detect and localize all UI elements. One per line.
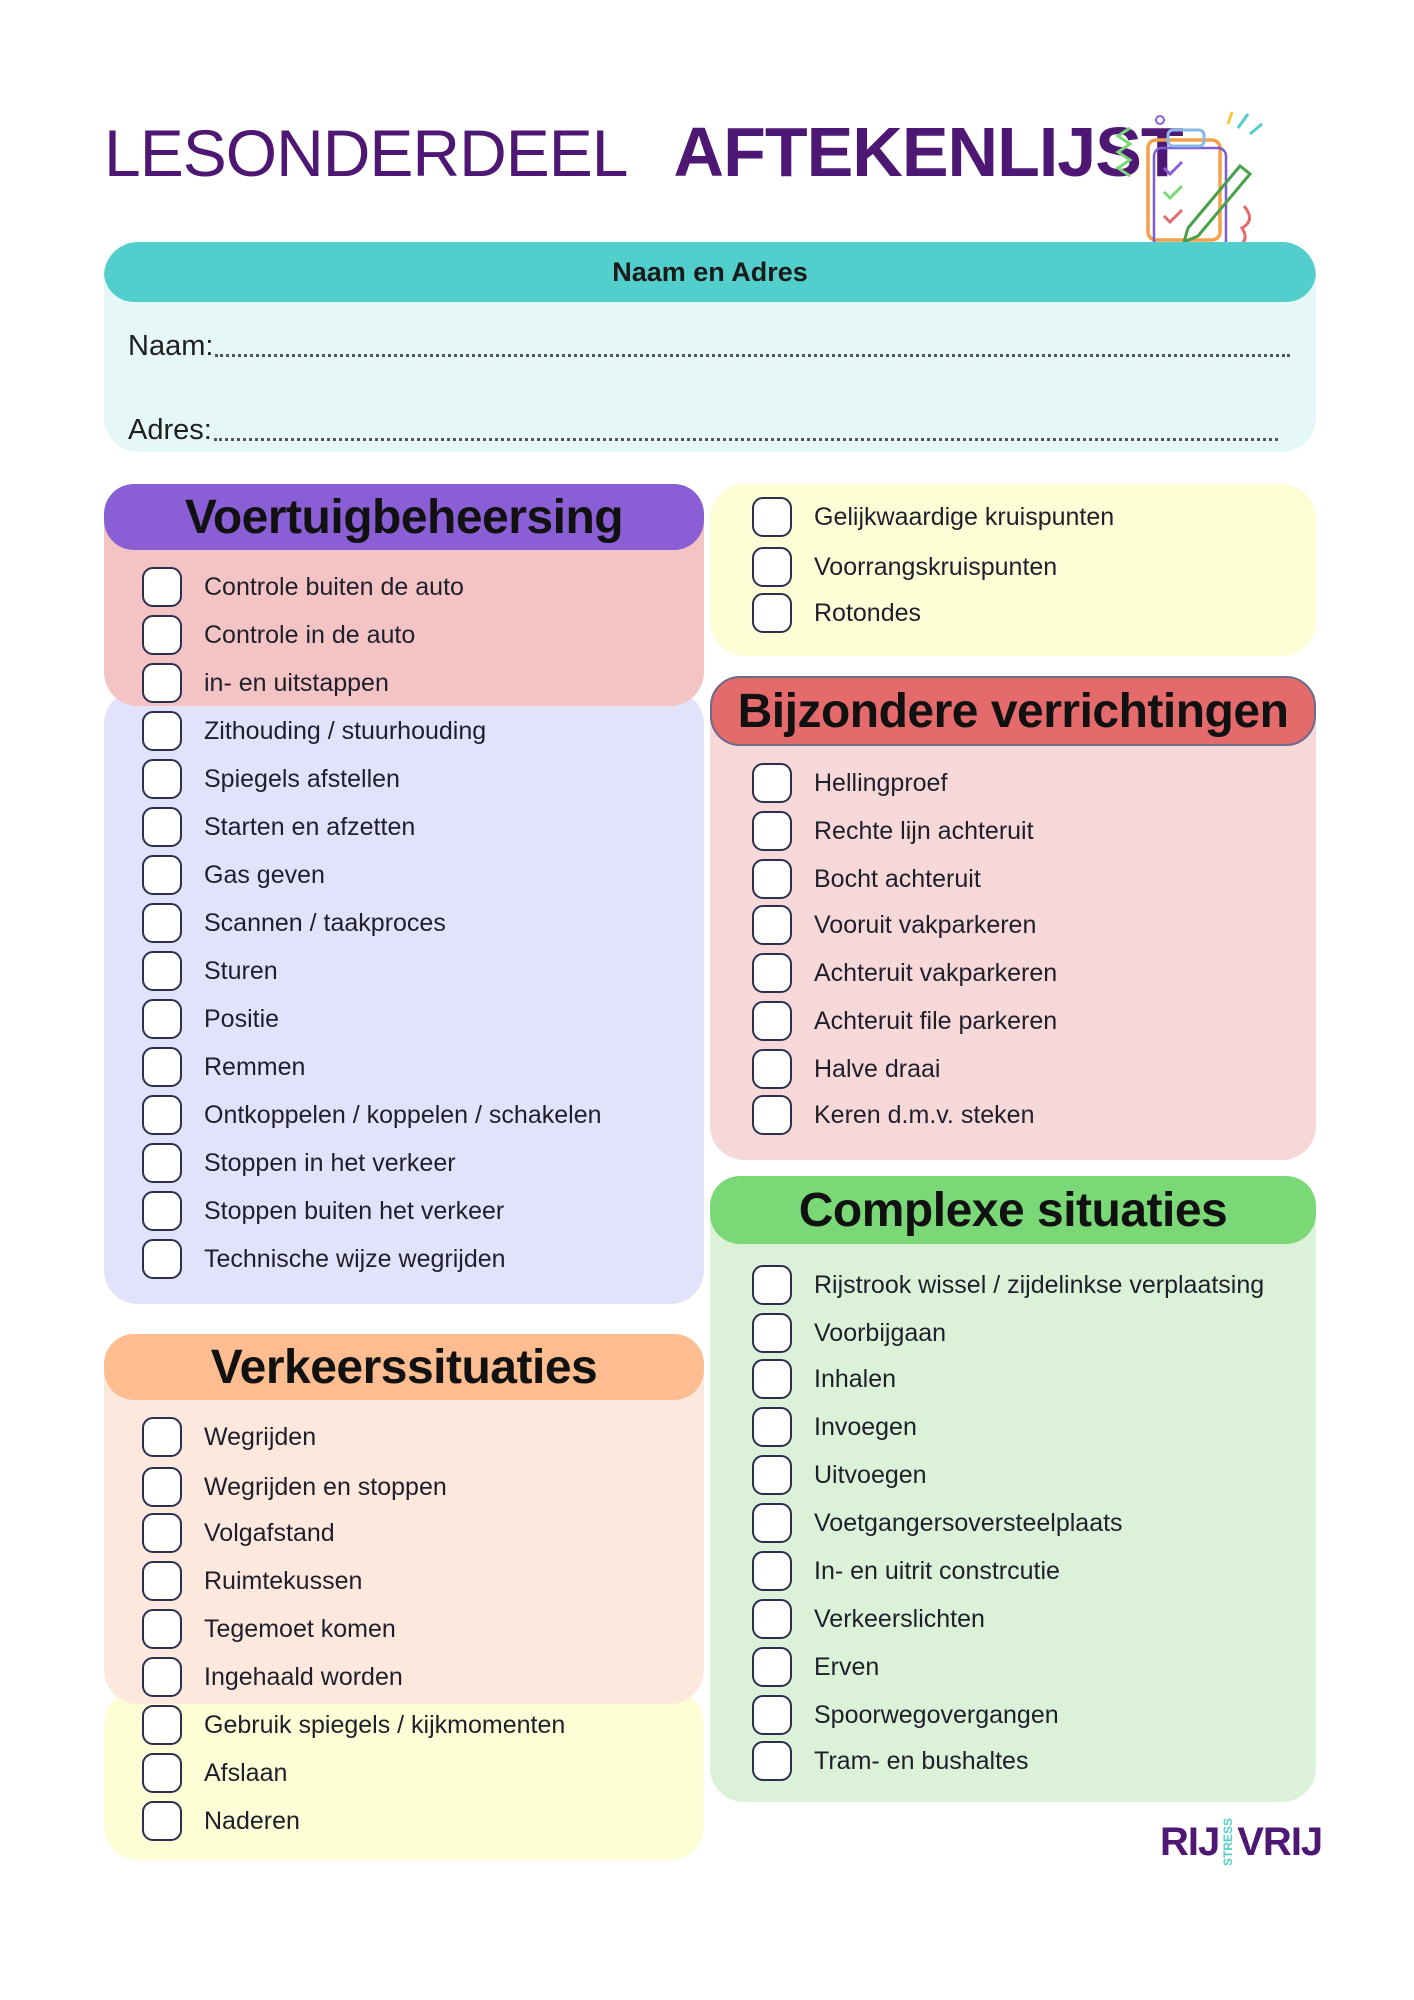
checklist-item [142, 1140, 456, 1186]
checklist-label: Voetgangersoversteelplaats [814, 1508, 1123, 1537]
voertuig-header: Voertuigbeheersing [104, 484, 704, 550]
title-light: LESONDERDEEL [104, 116, 628, 190]
checkbox[interactable] [142, 711, 182, 751]
checkbox[interactable] [142, 1143, 182, 1183]
checkbox[interactable] [752, 763, 792, 803]
checklist-item [142, 756, 400, 802]
checklist-label: Rotondes [814, 598, 922, 627]
checklist-label: Inhalen [814, 1364, 897, 1393]
name-address-header: Naam en Adres [104, 242, 1316, 302]
checklist-item [752, 1548, 1060, 1594]
checklist-label: Scannen / taakproces [204, 908, 446, 937]
checklist-item [752, 1404, 917, 1450]
checklist-label: Vooruit vakparkeren [814, 910, 1037, 939]
checklist-label: Sturen [204, 956, 278, 985]
checkbox[interactable] [142, 1705, 182, 1745]
checklist-label: Achteruit vakparkeren [814, 958, 1058, 987]
checklist-label: Gelijkwaardige kruispunten [814, 502, 1115, 531]
checklist-label: Starten en afzetten [204, 812, 416, 841]
checklist-item [752, 902, 1036, 948]
checklist-label: Remmen [204, 1052, 306, 1081]
checkbox[interactable] [752, 1599, 792, 1639]
checkbox[interactable] [752, 859, 792, 899]
logo-left: RIJ [1160, 1819, 1220, 1864]
checklist-label: Controle in de auto [204, 620, 416, 649]
checklist-label: Spoorwegovergangen [814, 1700, 1059, 1729]
checklist-item [752, 998, 1057, 1044]
checklist-item [142, 1044, 305, 1090]
checklist-label: Ruimtekussen [204, 1566, 363, 1595]
checkbox[interactable] [752, 1049, 792, 1089]
checklist-label: Keren d.m.v. steken [814, 1100, 1035, 1129]
checklist-label: Hellingproef [814, 768, 948, 797]
checklist-item [142, 1092, 602, 1138]
checklist-item [752, 1262, 1264, 1308]
logo-middle: STRESS [1221, 1818, 1236, 1867]
checkbox[interactable] [142, 1239, 182, 1279]
checkbox[interactable] [752, 1503, 792, 1543]
checklist-item [142, 804, 415, 850]
rij-stress-vrij-logo [1160, 1818, 1322, 1866]
checkbox[interactable] [142, 1513, 182, 1553]
checkbox[interactable] [752, 811, 792, 851]
checkbox[interactable] [142, 1417, 182, 1457]
checklist-item [142, 564, 464, 610]
checkbox[interactable] [752, 1095, 792, 1135]
checklist-item [752, 808, 1034, 854]
checkbox[interactable] [142, 1467, 182, 1507]
checkbox[interactable] [142, 1561, 182, 1601]
checklist-item [752, 950, 1057, 996]
checkbox[interactable] [142, 1191, 182, 1231]
checklist-label: Positie [204, 1004, 280, 1033]
complex-header: Complexe situaties [710, 1176, 1316, 1244]
checklist-item [752, 1644, 879, 1690]
checklist-item [142, 1750, 287, 1796]
checklist-label: Verkeerslichten [814, 1604, 985, 1633]
checklist-item [752, 760, 947, 806]
checkbox[interactable] [142, 807, 182, 847]
checklist-label: Afslaan [204, 1758, 288, 1787]
checklist-item [142, 660, 389, 706]
checkbox[interactable] [752, 497, 792, 537]
checklist-label: Rechte lijn achteruit [814, 816, 1034, 845]
checkbox[interactable] [142, 855, 182, 895]
checklist-item [752, 544, 1057, 590]
checklist-item [142, 1702, 565, 1748]
logo-right: VRIJ [1237, 1819, 1323, 1864]
checklist-label: Invoegen [814, 1412, 917, 1441]
checklist-item [752, 856, 981, 902]
checkbox[interactable] [752, 1647, 792, 1687]
checklist-label: Zithouding / stuurhouding [204, 716, 487, 745]
checklist-item [142, 1188, 504, 1234]
checklist-item [752, 1596, 985, 1642]
checklist-item [142, 996, 279, 1042]
checkbox[interactable] [752, 1313, 792, 1353]
verkeer-header: Verkeerssituaties [104, 1334, 704, 1400]
checklist-label: Voorbijgaan [814, 1318, 947, 1347]
checkbox[interactable] [752, 1741, 792, 1781]
checklist-item [142, 1510, 335, 1556]
checklist-item [142, 1464, 447, 1510]
checklist-label: Voorrangskruispunten [814, 552, 1058, 581]
page-title [104, 112, 1183, 202]
checklist-label: Ingehaald worden [204, 1662, 403, 1691]
checkbox[interactable] [142, 663, 182, 703]
checkbox[interactable] [142, 999, 182, 1039]
checklist-label: Naderen [204, 1806, 300, 1835]
checkbox[interactable] [142, 1609, 182, 1649]
checklist-item [752, 1092, 1034, 1138]
checkbox[interactable] [752, 1695, 792, 1735]
checklist-label: Tegemoet komen [204, 1614, 396, 1643]
checklist-label: Volgafstand [204, 1518, 335, 1547]
name-address-box [104, 242, 1316, 452]
checklist-label: Achteruit file parkeren [814, 1006, 1058, 1035]
bijzonder-header: Bijzondere verrichtingen [710, 676, 1316, 746]
address-field[interactable] [128, 414, 1278, 447]
name-dotted-line [215, 352, 1290, 357]
address-dotted-line [214, 436, 1278, 441]
checklist-label: Erven [814, 1652, 880, 1681]
checklist-item [142, 1798, 300, 1844]
checklist-item [752, 1310, 946, 1356]
checkbox[interactable] [752, 593, 792, 633]
checkbox[interactable] [752, 1359, 792, 1399]
checkbox[interactable] [752, 953, 792, 993]
checkbox[interactable] [142, 1095, 182, 1135]
checklist-item [752, 1046, 940, 1092]
checklist-label: Rijstrook wissel / zijdelinkse verplaatsing [814, 1270, 1265, 1299]
checkbox[interactable] [142, 903, 182, 943]
checklist-item [142, 900, 446, 946]
name-label: Naam: [128, 330, 214, 362]
checkbox[interactable] [142, 759, 182, 799]
checklist-item [752, 1452, 927, 1498]
checklist-label: Tram- en bushaltes [814, 1746, 1029, 1775]
checklist-label: in- en uitstappen [204, 668, 389, 697]
checklist-label: Bocht achteruit [814, 864, 981, 893]
title-bold: AFTEKENLIJST [673, 113, 1183, 191]
checkbox[interactable] [752, 905, 792, 945]
checklist-label: Stoppen in het verkeer [204, 1148, 456, 1177]
checkbox[interactable] [142, 1801, 182, 1841]
checkbox[interactable] [142, 1047, 182, 1087]
checkbox[interactable] [752, 1455, 792, 1495]
checklist-label: Wegrijden en stoppen [204, 1472, 447, 1501]
checklist-item [752, 1500, 1123, 1546]
checkbox[interactable] [142, 951, 182, 991]
checklist-label: Uitvoegen [814, 1460, 927, 1489]
checklist-label: Technische wijze wegrijden [204, 1244, 506, 1273]
checklist-item [142, 1606, 396, 1652]
name-field[interactable] [128, 330, 1290, 363]
checkbox[interactable] [752, 547, 792, 587]
checklist-item [142, 1654, 403, 1700]
checkbox[interactable] [752, 1407, 792, 1447]
checklist-item [752, 590, 921, 636]
checkbox[interactable] [752, 1265, 792, 1305]
checklist-item [142, 948, 278, 994]
checklist-item [142, 1558, 362, 1604]
checklist-item [142, 708, 486, 754]
checklist-item [752, 1356, 896, 1402]
checklist-item [752, 1738, 1028, 1784]
checklist-item [142, 1236, 506, 1282]
checklist-label: Gebruik spiegels / kijkmomenten [204, 1710, 566, 1739]
checklist-label: Gas geven [204, 860, 325, 889]
checklist-item [142, 852, 325, 898]
checklist-item [142, 1414, 316, 1460]
address-label: Adres: [128, 414, 212, 446]
checkbox[interactable] [142, 1657, 182, 1697]
checklist-label: Wegrijden [204, 1422, 317, 1451]
checklist-label: Spiegels afstellen [204, 764, 400, 793]
checklist-label: Ontkoppelen / koppelen / schakelen [204, 1100, 602, 1129]
checkbox[interactable] [752, 1551, 792, 1591]
checklist-label: Stoppen buiten het verkeer [204, 1196, 505, 1225]
checkbox[interactable] [142, 567, 182, 607]
checklist-label: Controle buiten de auto [204, 572, 464, 601]
checkbox[interactable] [142, 615, 182, 655]
checklist-item [752, 1692, 1059, 1738]
checklist-item [142, 612, 415, 658]
checklist-label: In- en uitrit constrcutie [814, 1556, 1060, 1585]
checkbox[interactable] [752, 1001, 792, 1041]
checklist-label: Halve draai [814, 1054, 941, 1083]
checklist-item [752, 494, 1114, 540]
checkbox[interactable] [142, 1753, 182, 1793]
